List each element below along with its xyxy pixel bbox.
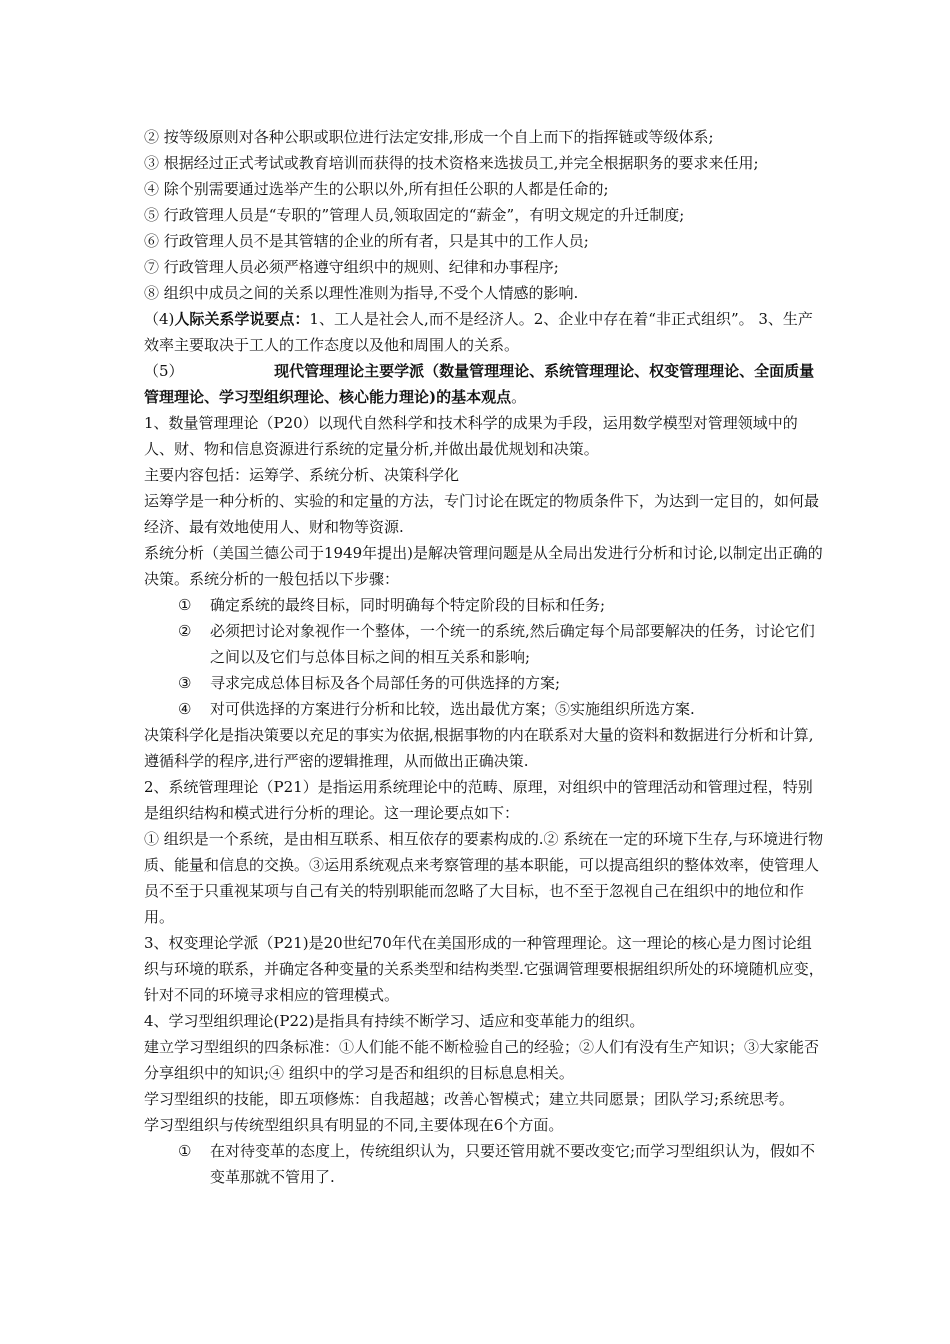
systems-management-points: ① 组织是一个系统，是由相互联系、相互依存的要素构成的.② 系统在一定的环境下生存,与环境进行物质、能量和信息的交换。③运用系统观点来考察管理的基本职能，可以提高组织的整体效率，使管理人员不至于只重视某项与自己有关的特别职能而忽略了大目标，也不至于忽视自己在组织中的地位和作用。 xyxy=(144,830,824,926)
bureaucracy-point-6: ⑥ 行政管理人员不是其管辖的企业的所有者，只是其中的工作人员; xyxy=(144,232,589,250)
list-item-text: 在对待变革的态度上，传统组织认为，只要还管用就不要改变它;而学习型组织认为，假如不变革那就不管用了. xyxy=(210,1142,816,1186)
list-item-number: ① xyxy=(178,596,192,614)
bureaucracy-point-3: ③ 根据经过正式考试或教育培训而获得的技术资格来选拔员工,并完全根据职务的要求来任用; xyxy=(144,154,759,172)
systems-analysis-paragraph: 系统分析（美国兰德公司于1949年提出)是解决管理问题是从全局出发进行分析和讨论,以制定出正确的决策。系统分析的一般包括以下步骤： xyxy=(144,544,823,588)
section-4-prefix: （4) xyxy=(144,310,175,328)
five-disciplines-paragraph: 学习型组织的技能，即五项修炼：自我超越；改善心智模式；建立共同愿景；团队学习;系统思考。 xyxy=(144,1090,795,1108)
bureaucracy-point-2: ② 按等级原则对各种公职或职位进行法定安排,形成一个自上而下的指挥链或等级体系; xyxy=(144,128,714,146)
bureaucracy-point-7: ⑦ 行政管理人员必须严格遵守组织中的规则、纪律和办事程序; xyxy=(144,258,559,276)
section-5-prefix: （5） xyxy=(144,362,184,380)
operations-research-paragraph: 运筹学是一种分析的、实验的和定量的方法，专门讨论在既定的物质条件下，为达到一定目的，如何最经济、最有效地使用人、财和物等资源. xyxy=(144,492,820,536)
section-4-heading: 人际关系学说要点： xyxy=(174,310,310,328)
list-item xyxy=(178,618,824,670)
main-contents-paragraph: 主要内容包括：运筹学、系统分析、决策科学化 xyxy=(144,466,460,484)
list-item xyxy=(178,592,824,618)
list-item-text: 必须把讨论对象视作一个整体，一个统一的系统,然后确定每个局部要解决的任务，讨论它们之间以及它们与总体目标之间的相互关系和影响; xyxy=(210,622,815,666)
bureaucracy-point-4: ④ 除个别需要通过选举产生的公职以外,所有担任公职的人都是任命的; xyxy=(144,180,609,198)
list-item-text: 对可供选择的方案进行分析和比较，选出最优方案；⑤实施组织所选方案. xyxy=(210,700,695,718)
list-item-number: ① xyxy=(178,1142,192,1160)
section-4-body: 1、工人是社会人,而不是经济人。2、企业中存在着“非正式组织”。 3、生产效率主要取决于工人的工作态度以及他和周围人的关系。 xyxy=(144,310,813,354)
section-5-suffix: 。 xyxy=(511,388,527,406)
list-item xyxy=(178,670,824,696)
bureaucracy-point-8: ⑧ 组织中成员之间的关系以理性准则为指导,不受个人情感的影响. xyxy=(144,284,579,302)
differences-list xyxy=(178,1138,824,1190)
list-item-number: ② xyxy=(178,622,192,640)
decision-science-paragraph: 决策科学化是指决策要以充足的事实为依据,根据事物的内在联系对大量的资料和数据进行分析和计算,遵循科学的程序,进行严密的逻辑推理，从而做出正确决策. xyxy=(144,726,814,770)
quantitative-theory-paragraph: 1、数量管理理论（P20）以现代自然科学和技术科学的成果为手段，运用数学模型对管理领域中的人、财、物和信息资源进行系统的定量分析,并做出最优规划和决策。 xyxy=(144,414,798,458)
contingency-theory-paragraph: 3、权变理论学派（P21)是20世纪70年代在美国形成的一种管理理论。这一理论的核心是力图讨论组织与环境的联系，并确定各种变量的关系类型和结构类型.它强调管理要根据组织所处的环境随机应变，针对不同的环境寻求相应的管理模式。 xyxy=(144,934,824,1004)
section-5-heading: 现代管理理论主要学派（数量管理理论、系统管理理论、权变管理理论、全面质量管理理论、学习型组织理论、核心能力理论)的基本观点 xyxy=(144,362,815,406)
list-item-number: ③ xyxy=(178,674,192,692)
list-item xyxy=(178,696,824,722)
document-body xyxy=(144,124,824,1190)
section-5-heading-paragraph xyxy=(144,358,824,410)
systems-analysis-steps xyxy=(178,592,824,722)
section-4-paragraph xyxy=(144,306,824,358)
list-item xyxy=(178,1138,824,1190)
learning-organization-standards: 建立学习型组织的四条标准：①人们能不能不断检验自己的经验；②人们有没有生产知识；③大家能否分享组织中的知识;④ 组织中的学习是否和组织的目标息息相关。 xyxy=(144,1038,820,1082)
learning-organization-paragraph: 4、学习型组织理论(P22)是指具有持续不断学习、适应和变革能力的组织。 xyxy=(144,1012,645,1030)
list-item-number: ④ xyxy=(178,700,192,718)
bureaucracy-point-5: ⑤ 行政管理人员是“专职的”管理人员,领取固定的“薪金”，有明文规定的升迁制度; xyxy=(144,206,685,224)
list-item-text: 寻求完成总体目标及各个局部任务的可供选择的方案; xyxy=(210,674,561,692)
list-item-text: 确定系统的最终目标，同时明确每个特定阶段的目标和任务; xyxy=(210,596,606,614)
systems-management-paragraph: 2、系统管理理论（P21）是指运用系统理论中的范畴、原理，对组织中的管理活动和管理过程，特别是组织结构和模式进行分析的理论。这一理论要点如下： xyxy=(144,778,813,822)
differences-intro-paragraph: 学习型组织与传统型组织具有明显的不同,主要体现在6个方面。 xyxy=(144,1116,564,1134)
